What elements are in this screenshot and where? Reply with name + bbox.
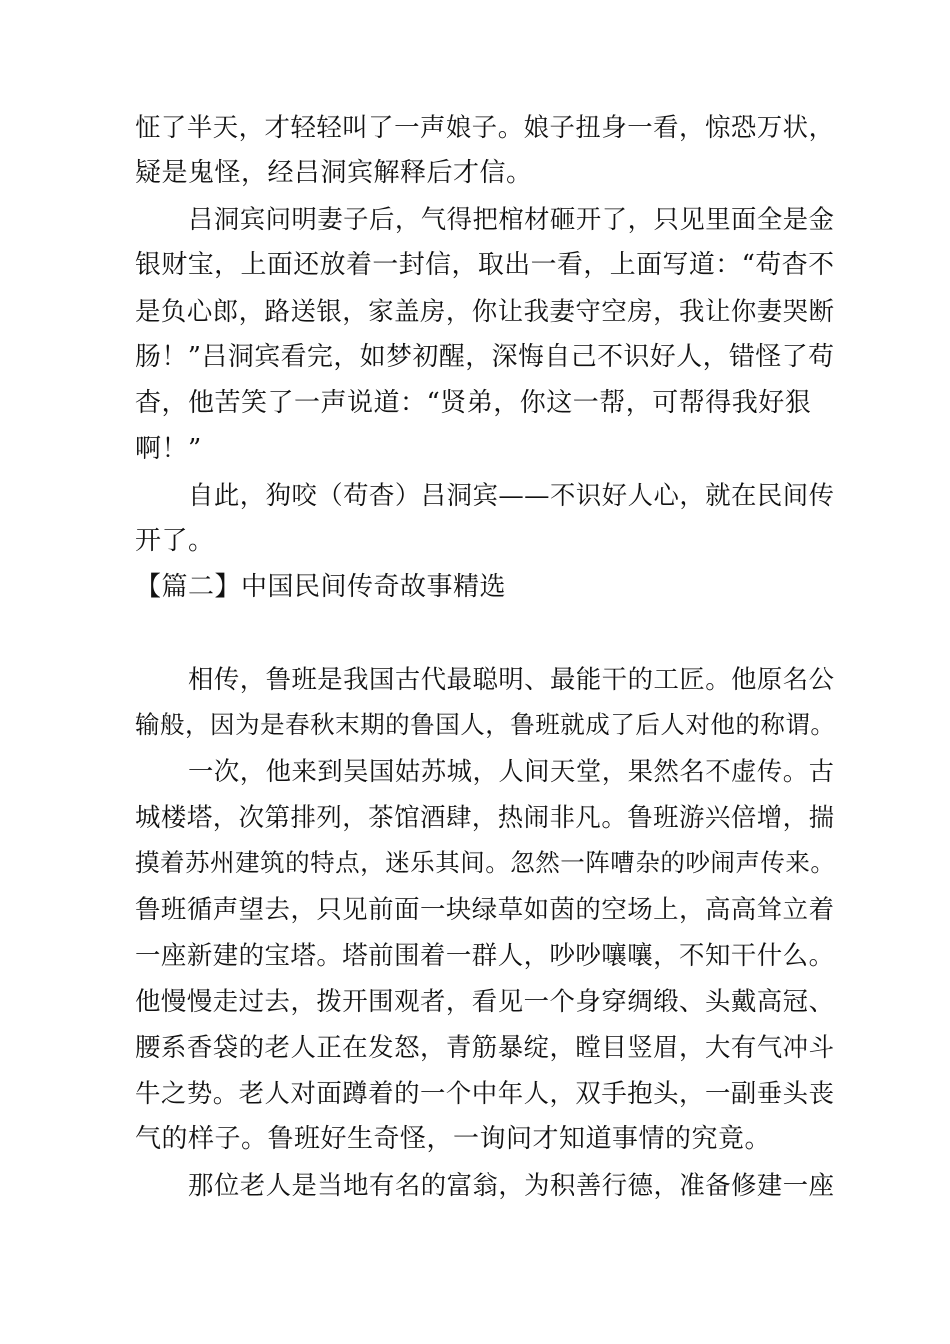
text-line: 城楼塔，次第排列，茶馆酒肆，热闹非凡。鲁班游兴倍增，揣 — [135, 802, 835, 832]
text-line: 啊！” — [135, 434, 202, 464]
text-line: 银财宝，上面还放着一封信，取出一看，上面写道：“苟杳不 — [135, 250, 835, 280]
text-line: 那位老人是当地有名的富翁，为积善行德，准备修建一座 — [188, 1170, 835, 1200]
text-line: 气的样子。鲁班好生奇怪，一询问才知道事情的究竟。 — [135, 1124, 772, 1154]
text-line: 是负心郎，路送银，家盖房，你让我妻守空房，我让你妻哭断 — [135, 296, 835, 326]
text-line: 相传，鲁班是我国古代最聪明、最能干的工匠。他原名公 — [188, 664, 835, 694]
text-line: 怔了半天，才轻轻叫了一声娘子。娘子扭身一看，惊恐万状， — [135, 112, 835, 142]
text-line: 一次，他来到吴国姑苏城，人间天堂，果然名不虚传。古 — [188, 756, 835, 786]
text-line: 腰系香袋的老人正在发怒，青筋暴绽，瞠目竖眉，大有气冲斗 — [135, 1032, 835, 1062]
text-line: 吕洞宾问明妻子后，气得把棺材砸开了，只见里面全是金 — [188, 204, 835, 234]
text-line: 杳，他苦笑了一声说道：“贤弟，你这一帮，可帮得我好狠 — [135, 388, 812, 418]
text-line: 鲁班循声望去，只见前面一块绿草如茵的空场上，高高耸立着 — [135, 894, 835, 924]
text-line: 开了。 — [135, 526, 215, 556]
section-heading: 【篇二】中国民间传奇故事精选 — [135, 572, 507, 602]
text-line: 牛之势。老人对面蹲着的一个中年人，双手抱头，一副垂头丧 — [135, 1078, 835, 1108]
text-line: 自此，狗咬（苟杳）吕洞宾——不识好人心，就在民间传 — [188, 480, 835, 510]
text-line: 肠！”吕洞宾看完，如梦初醒，深悔自己不识好人，错怪了苟 — [135, 342, 835, 372]
text-line: 疑是鬼怪，经吕洞宾解释后才信。 — [135, 158, 533, 188]
text-line: 输般，因为是春秋末期的鲁国人，鲁班就成了后人对他的称谓。 — [135, 710, 836, 739]
text-line: 摸着苏州建筑的特点，迷乐其间。忽然一阵嘈杂的吵闹声传来。 — [135, 848, 836, 877]
text-line: 一座新建的宝塔。塔前围着一群人，吵吵嚷嚷，不知干什么。 — [135, 940, 835, 970]
text-line: 他慢慢走过去，拨开围观者，看见一个身穿绸缎、头戴高冠、 — [135, 986, 835, 1016]
